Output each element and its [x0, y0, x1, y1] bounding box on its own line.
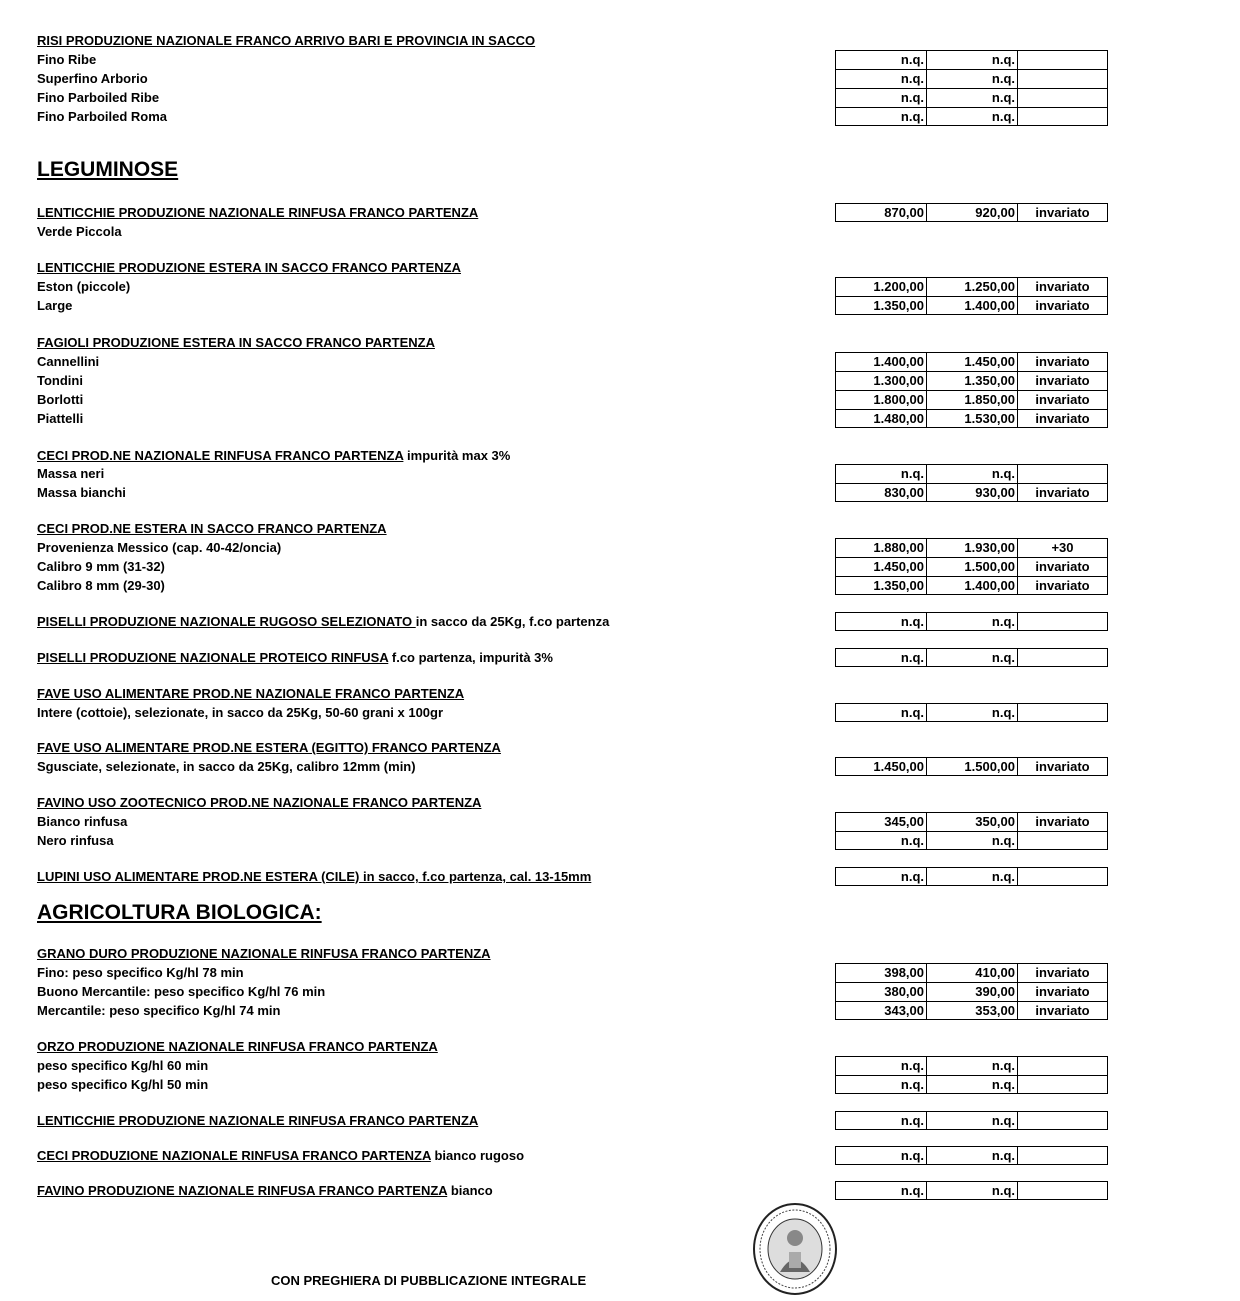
table-row	[37, 1181, 1108, 1200]
price-cells	[835, 107, 1108, 126]
price-max: 390,00	[927, 983, 1018, 1001]
price-var	[1018, 832, 1107, 849]
price-max: 920,00	[927, 204, 1018, 221]
section-header: CECI PROD.NE NAZIONALE RINFUSA FRANCO PARTENZA	[37, 448, 404, 463]
price-min: 1.400,00	[836, 353, 927, 371]
row-label: Piattelli	[37, 411, 84, 426]
price-cells	[835, 831, 1108, 850]
table-row	[37, 203, 1108, 222]
price-cells	[835, 464, 1108, 483]
price-cells	[835, 703, 1108, 722]
row-label: Calibro 8 mm (29-30)	[37, 578, 165, 593]
row-label: Buono Mercantile: peso specifico Kg/hl 76 min	[37, 984, 326, 999]
price-max: n.q.	[927, 1182, 1018, 1199]
price-min: n.q.	[836, 1182, 927, 1199]
table-row	[37, 88, 1108, 107]
price-max: 1.400,00	[927, 577, 1018, 594]
table-row	[37, 371, 1108, 390]
row-label: Fino Parboiled Ribe	[37, 90, 160, 105]
price-var: invariato	[1035, 1003, 1090, 1018]
price-max: 350,00	[927, 813, 1018, 831]
price-cells	[835, 69, 1108, 88]
price-cells	[835, 296, 1108, 315]
price-min: 830,00	[836, 484, 927, 501]
row-label: Tondini	[37, 373, 83, 388]
row-label: Superfino Arborio	[37, 71, 148, 86]
price-max: 410,00	[927, 964, 1018, 982]
section-header-row	[37, 684, 1108, 703]
price-cells	[835, 1181, 1108, 1200]
section-header-row	[37, 446, 1108, 465]
table-row	[37, 296, 1108, 315]
table-row	[37, 648, 1108, 667]
price-min: 1.450,00	[836, 758, 927, 775]
table-row	[37, 703, 1108, 722]
row-label: Fino Parboiled Roma	[37, 109, 168, 124]
price-var	[1018, 868, 1107, 885]
price-min: n.q.	[836, 51, 927, 69]
price-cells	[835, 390, 1108, 409]
price-var	[1018, 51, 1107, 69]
price-min: n.q.	[836, 465, 927, 483]
price-var: invariato	[1035, 578, 1090, 593]
price-min: 343,00	[836, 1002, 927, 1019]
table-row	[37, 1146, 1108, 1165]
section-header: LENTICCHIE PRODUZIONE NAZIONALE RINFUSA FRANCO PARTENZA	[37, 205, 479, 220]
table-row	[37, 576, 1108, 595]
price-cells	[835, 648, 1108, 667]
section-header: PISELLI PRODUZIONE NAZIONALE PROTEICO RINFUSA	[37, 650, 389, 665]
price-cells	[835, 757, 1108, 776]
section-header-row	[37, 258, 1108, 277]
table-row	[37, 483, 1108, 502]
price-min: n.q.	[836, 613, 927, 630]
section-header-row	[37, 31, 1108, 50]
price-var: +30	[1051, 540, 1074, 555]
price-var: invariato	[1035, 814, 1090, 829]
table-row	[37, 612, 1108, 631]
price-min: 1.480,00	[836, 410, 927, 427]
price-max: n.q.	[927, 1076, 1018, 1093]
price-var: invariato	[1035, 392, 1090, 407]
table-row	[37, 1056, 1108, 1075]
price-cells	[835, 352, 1108, 371]
price-var	[1018, 1147, 1107, 1164]
price-var	[1018, 1112, 1107, 1129]
price-cells	[835, 483, 1108, 502]
price-var	[1018, 1182, 1107, 1199]
price-var: invariato	[1035, 373, 1090, 388]
price-max: n.q.	[927, 89, 1018, 107]
price-var	[1018, 465, 1107, 483]
row-label: Calibro 9 mm (31-32)	[37, 559, 165, 574]
row-label: Fino: peso specifico Kg/hl 78 min	[37, 965, 244, 980]
section-note: in sacco da 25Kg, f.co partenza	[415, 614, 610, 629]
price-cells	[835, 409, 1108, 428]
price-var: invariato	[1035, 411, 1090, 426]
price-max: 1.400,00	[927, 297, 1018, 314]
price-max: 353,00	[927, 1002, 1018, 1019]
price-max: n.q.	[927, 832, 1018, 849]
price-cells	[835, 1001, 1108, 1020]
price-min: n.q.	[836, 1112, 927, 1129]
price-min: n.q.	[836, 704, 927, 721]
price-max: n.q.	[927, 1112, 1018, 1129]
price-var	[1018, 108, 1107, 125]
row-label: Nero rinfusa	[37, 833, 114, 848]
row-label: Massa neri	[37, 466, 105, 481]
section-header: FAVE USO ALIMENTARE PROD.NE NAZIONALE FRANCO PARTENZA	[37, 686, 465, 701]
seal-icon	[752, 1202, 838, 1296]
price-min: n.q.	[836, 1147, 927, 1164]
price-var: invariato	[1035, 559, 1090, 574]
price-cells	[835, 576, 1108, 595]
price-cells	[835, 557, 1108, 576]
price-var: invariato	[1035, 984, 1090, 999]
price-min: n.q.	[836, 1076, 927, 1093]
price-min: 1.350,00	[836, 577, 927, 594]
section-note: bianco	[447, 1183, 493, 1198]
section-header-row	[37, 519, 1108, 538]
price-cells	[835, 867, 1108, 886]
price-cells	[835, 371, 1108, 390]
section-header: FAVINO PRODUZIONE NAZIONALE RINFUSA FRANCO PARTENZA	[37, 1183, 448, 1198]
table-row	[37, 963, 1108, 982]
price-cells	[835, 963, 1108, 982]
price-max: 1.850,00	[927, 391, 1018, 409]
section-title-biologica: AGRICOLTURA BIOLOGICA:	[37, 901, 322, 924]
section-header: ORZO PRODUZIONE NAZIONALE RINFUSA FRANCO PARTENZA	[37, 1039, 438, 1054]
row-label: Bianco rinfusa	[37, 814, 128, 829]
price-max: n.q.	[927, 1057, 1018, 1075]
row-label: Fino Ribe	[37, 52, 97, 67]
price-max: n.q.	[927, 70, 1018, 88]
price-var	[1018, 1057, 1107, 1075]
price-var: invariato	[1035, 354, 1090, 369]
table-row	[37, 107, 1108, 126]
price-max: 930,00	[927, 484, 1018, 501]
price-var: invariato	[1035, 298, 1090, 313]
price-max: 1.250,00	[927, 278, 1018, 296]
table-row	[37, 222, 1108, 241]
section-header-row	[37, 333, 1108, 352]
table-row	[37, 277, 1108, 296]
section-note: impurità max 3%	[403, 448, 511, 463]
price-min: n.q.	[836, 868, 927, 885]
price-var	[1018, 1076, 1107, 1093]
section-title-leguminose: LEGUMINOSE	[37, 158, 179, 181]
price-cells	[835, 277, 1108, 296]
table-row	[37, 50, 1108, 69]
table-row	[37, 69, 1108, 88]
price-min: n.q.	[836, 108, 927, 125]
row-label: Intere (cottoie), selezionate, in sacco da 25Kg, 50-60 grani x 100gr	[37, 705, 444, 720]
table-row	[37, 757, 1108, 776]
price-var: invariato	[1035, 485, 1090, 500]
price-min: 398,00	[836, 964, 927, 982]
section-header-row	[37, 793, 1108, 812]
price-min: n.q.	[836, 832, 927, 849]
section-note: bianco rugoso	[430, 1148, 525, 1163]
section-header: LENTICCHIE PRODUZIONE ESTERA IN SACCO FRANCO PARTENZA	[37, 260, 461, 275]
price-max: 1.450,00	[927, 353, 1018, 371]
price-max: 1.500,00	[927, 558, 1018, 576]
row-label: Massa bianchi	[37, 485, 126, 500]
section-header: GRANO DURO PRODUZIONE NAZIONALE RINFUSA FRANCO PARTENZA	[37, 946, 491, 961]
price-min: 345,00	[836, 813, 927, 831]
table-row	[37, 867, 1108, 886]
price-var: invariato	[1035, 205, 1090, 220]
section-note: f.co partenza, impurità 3%	[388, 650, 553, 665]
section-header-row	[37, 1037, 1108, 1056]
price-cells	[835, 1056, 1108, 1075]
table-row	[37, 1001, 1108, 1020]
price-max: n.q.	[927, 613, 1018, 630]
table-row	[37, 831, 1108, 850]
row-label: Large	[37, 298, 73, 313]
price-min: 1.800,00	[836, 391, 927, 409]
price-min: 870,00	[836, 204, 927, 221]
price-cells	[835, 1146, 1108, 1165]
section-header: CECI PRODUZIONE NAZIONALE RINFUSA FRANCO PARTENZA	[37, 1148, 431, 1163]
row-label: Sgusciate, selezionate, in sacco da 25Kg, calibro 12mm (min)	[37, 759, 416, 774]
price-min: n.q.	[836, 649, 927, 666]
price-max: 1.930,00	[927, 539, 1018, 557]
table-row	[37, 1111, 1108, 1130]
section-header-row	[37, 738, 1108, 757]
price-min: 1.880,00	[836, 539, 927, 557]
section-header: FAVE USO ALIMENTARE PROD.NE ESTERA (EGITTO) FRANCO PARTENZA	[37, 740, 501, 755]
price-max: n.q.	[927, 51, 1018, 69]
row-label: peso specifico Kg/hl 50 min	[37, 1077, 209, 1092]
price-cells	[835, 1111, 1108, 1130]
price-min: 1.200,00	[836, 278, 927, 296]
table-row	[37, 982, 1108, 1001]
price-max: n.q.	[927, 1147, 1018, 1164]
price-min: 1.300,00	[836, 372, 927, 390]
price-var	[1018, 70, 1107, 88]
table-row	[37, 557, 1108, 576]
price-cells	[835, 50, 1108, 69]
price-min: 1.450,00	[836, 558, 927, 576]
row-label: Mercantile: peso specifico Kg/hl 74 min	[37, 1003, 281, 1018]
row-label: peso specifico Kg/hl 60 min	[37, 1058, 209, 1073]
table-row	[37, 409, 1108, 428]
price-cells	[835, 612, 1108, 631]
price-var	[1018, 613, 1107, 630]
table-row	[37, 352, 1108, 371]
section-header: PISELLI PRODUZIONE NAZIONALE RUGOSO SELEZIONATO	[37, 614, 416, 629]
price-min: 380,00	[836, 983, 927, 1001]
table-row	[37, 1075, 1108, 1094]
price-min: n.q.	[836, 1057, 927, 1075]
section-header: RISI PRODUZIONE NAZIONALE FRANCO ARRIVO BARI E PROVINCIA IN SACCO	[37, 33, 536, 48]
price-max: 1.350,00	[927, 372, 1018, 390]
section-header: CECI PROD.NE ESTERA IN SACCO FRANCO PARTENZA	[37, 521, 387, 536]
price-min: 1.350,00	[836, 297, 927, 314]
price-cells	[835, 812, 1108, 831]
table-row	[37, 538, 1108, 557]
price-max: n.q.	[927, 704, 1018, 721]
section-header: FAGIOLI PRODUZIONE ESTERA IN SACCO FRANCO PARTENZA	[37, 335, 435, 350]
price-var	[1018, 649, 1107, 666]
section-header-row	[37, 944, 1108, 963]
row-label: Eston (piccole)	[37, 279, 131, 294]
price-var	[1018, 89, 1107, 107]
price-max: n.q.	[927, 868, 1018, 885]
row-label: Cannellini	[37, 354, 100, 369]
price-var: invariato	[1035, 759, 1090, 774]
table-row	[37, 812, 1108, 831]
price-cells	[835, 1075, 1108, 1094]
price-max: n.q.	[927, 108, 1018, 125]
price-cells	[835, 203, 1108, 222]
row-label: Provenienza Messico (cap. 40-42/oncia)	[37, 540, 282, 555]
price-cells	[835, 982, 1108, 1001]
price-max: n.q.	[927, 649, 1018, 666]
price-max: 1.530,00	[927, 410, 1018, 427]
price-min: n.q.	[836, 89, 927, 107]
section-header: LENTICCHIE PRODUZIONE NAZIONALE RINFUSA FRANCO PARTENZA	[37, 1113, 479, 1128]
footer-note: CON PREGHIERA DI PUBBLICAZIONE INTEGRALE	[271, 1273, 587, 1288]
row-label: Verde Piccola	[37, 224, 122, 239]
price-cells	[835, 88, 1108, 107]
price-var: invariato	[1035, 965, 1090, 980]
price-min: n.q.	[836, 70, 927, 88]
price-var	[1018, 704, 1107, 721]
section-header: LUPINI USO ALIMENTARE PROD.NE ESTERA (CILE) in sacco, f.co partenza, cal. 13-15mm	[37, 869, 592, 884]
price-max: n.q.	[927, 465, 1018, 483]
table-row	[37, 464, 1108, 483]
row-label: Borlotti	[37, 392, 84, 407]
table-row	[37, 390, 1108, 409]
price-var: invariato	[1035, 279, 1090, 294]
price-cells	[835, 538, 1108, 557]
section-header: FAVINO USO ZOOTECNICO PROD.NE NAZIONALE FRANCO PARTENZA	[37, 795, 482, 810]
price-max: 1.500,00	[927, 758, 1018, 775]
